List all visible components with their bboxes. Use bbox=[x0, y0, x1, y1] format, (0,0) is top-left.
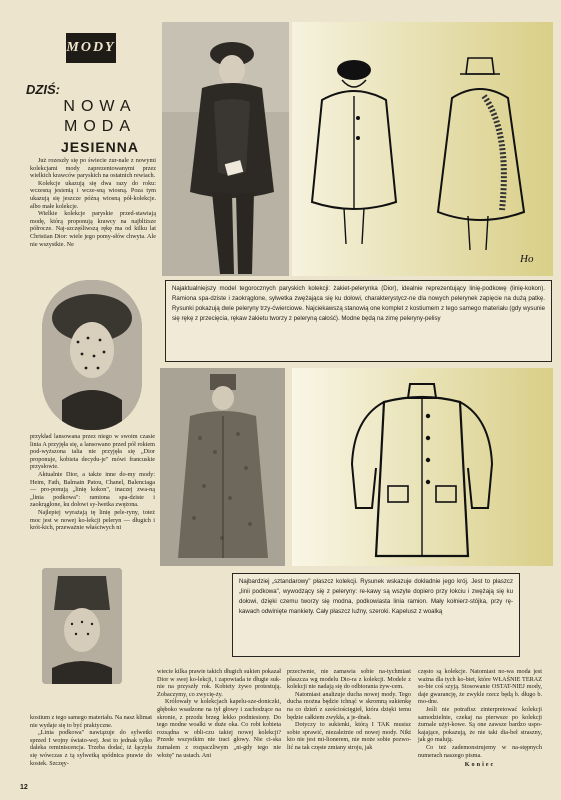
photo-flowerpot-hat bbox=[42, 568, 122, 684]
bottom-column-3 bbox=[418, 668, 542, 769]
logo-text: MODY bbox=[66, 40, 116, 55]
bottom-paragraph: Jeśli nie potrafisz zinterpretować kolekcji samodzielnie, czekaj na pierwsze po kolekcji żurnale użyt-kowe. Są one zawsze bardzo uspo-kajające, pokazują, że nie taki dia-beł straszny, jak go malują. bbox=[418, 705, 542, 744]
title-line-3: JESIENNA bbox=[60, 139, 140, 155]
caption-coat: Najbardziej „sztandarowy" płaszcz kolekcji. Rysunek wskazuje dokładnie jego krój. Jest to płaszcz „linii podkowa", wywodzący się z peleryny: re-kawy są wszyte dopiero przy łokciu i zwężają się ku dołowi, dzięki czemu tworzy się modna, podkowiasta linia ramion. Mały kołnierz-stójka, przy rę-kawach odwinięte mankiety. Cały płaszcz luźny, szeroki. Kapelusz z woalką bbox=[232, 573, 520, 657]
photo-veil-portrait bbox=[42, 280, 142, 430]
intro-paragraph: Wielkie kolekcje paryskie przed-stawiają modę, którą proponują krawcy na najbliższe półrocze. Naj-szczęśliwszą rękę ma od kilku lat Christian Dior: wiele jego pomy-słów chwyta. Ale nie wszystkie. Ne bbox=[30, 210, 156, 248]
bottom-left-column bbox=[30, 714, 152, 767]
bottom-paragraph: wiecie kilka prawie takich długich sukien pokazał Dior w swej ko-lekcji, i zapowiada te długie suk-nie na przyszły rok. Kobiety żywo protestują. Zobaczymy, co zwycię-ży. bbox=[157, 668, 281, 698]
bottom-column-2 bbox=[287, 668, 411, 752]
bottom-left-paragraph: „Linia podkowa" nawiązuje do sylwetki sprzed I wojny świato-wej. Jest to jednak tylko daleka reminiscencja. Trzeba dodać, iż łączyła się wówczas z tą sylwetką spódnica prawie do kostek. Szczęy- bbox=[30, 729, 152, 767]
article-title bbox=[44, 97, 156, 157]
cape-model-illustration bbox=[162, 22, 289, 276]
middle-paragraph: przykład lansowana przez niego w swoim czasie linia A przyjęła się, a lansowano przed pół rokiem pod-wyższona talia nie przyjęła się „Dior proponuje, kobieta decydu-je" mówi francuskie przysłowie. bbox=[30, 433, 155, 471]
title-line-1: NOWA bbox=[63, 98, 137, 115]
photo-cape-model bbox=[162, 22, 289, 276]
bottom-paragraph: Natomiast analizuje ducha nowej mody. Tego ducha można będzie tchnąć w skromną sukienkę na co dzień z sześciościęgieł, która dzięki temu będzie całkiem zwykła, a je-dnak. bbox=[287, 690, 411, 721]
cape-sketch-drawings bbox=[292, 22, 553, 276]
coat-sketch bbox=[292, 368, 553, 566]
coat-sketch-drawing bbox=[292, 368, 553, 566]
bottom-column-1 bbox=[157, 668, 281, 759]
bottom-paragraph: Dotyczy to sukienki, którą I TAK musisz sobie sprawić, niezależnie od nowej mody. Nikt kto nie jest mi-lionerem, nie może sobie pozwo-lić na tak częste zmiany stroju, jak bbox=[287, 721, 411, 751]
middle-paragraph: Najlepiej wyrażają tę linię pele-ryny, toteż moc jest w nowej ko-lekcji peleryn — długich i krót-kich, przeważnie właściwych ni bbox=[30, 508, 155, 532]
photo-tweed-coat-model bbox=[160, 368, 285, 566]
title-line-2: MODA bbox=[64, 118, 136, 135]
bottom-paragraph: przeciwnie, nie zamawia sobie na-tychmiast płaszcza wg modelu Dio-ra z kolekcji. Modele z kolekcji nie nadają się do odbiorania żyw-cem. bbox=[287, 668, 411, 691]
flowerpot-hat-illustration bbox=[42, 568, 122, 684]
bottom-paragraph: Królowały w kolekcjach kapelu-sze-doniczki, głęboko wsadzone na tył głowy i zachodzące na skronie, z przodu brzeg lekko podniesiony. Do tego modne woalki w duże oka. Co robi kobieta rozsądna w obli-czu takiej nowej kolekcji? Przede wszystkim nie traci głowy. Nie ci-ska żurnalem z rozpaczliwym „ni-gdy tego nie włożę" na ustach. Ani bbox=[157, 698, 281, 759]
intro-paragraph: Już rozeszły się po świecie zur-nale z nowymi kolekcjami mody zaprezentowanymi przez wielkich krawców paryskich na ostatnich rewiach. bbox=[30, 157, 156, 180]
bottom-paragraph: Co też zademonstrujemy w na-stępnych numerach naszego pisma. bbox=[418, 743, 542, 759]
bottom-paragraph: często są kolekcje. Natomiast no-wa moda jest ważna dla tych ko-biet, które WŁAŚNIE TERAZ so-bie coś szyją. Stosowanie OSTAT-NIEJ mody, daje gwarancję, że zwykle rzecz będą b. długo b. mo-dne. bbox=[418, 668, 542, 706]
tweed-coat-illustration bbox=[160, 368, 285, 566]
cape-sketches bbox=[292, 22, 553, 276]
article-ending: Koniec bbox=[464, 761, 496, 769]
section-logo bbox=[66, 33, 116, 63]
dzis-label: DZIŚ: bbox=[26, 82, 60, 97]
caption-cape: Najaktualniejszy model tegorocznych paryskich kolekcji: żakiet-pelerynka (Dior), idealnie reprezentujący linię-podkowę (linię-kokon). Ramiona spa-dziste i zaokrąglone, sylwetka zwężająca się ku dołowi, charakterystycz-ne dla nowych pelerynek zapięcie na dużą patkę. Rysunki pokazują dwie peleryny trzy-ćwierciowe. Najciekawszą stanowią one komplet z kostiumem z tego samego materiału (gdy wysunie się rękę z przecięcia, rękaw żakietu tworzy z peleryną całość). Modne będą na zimę peleryny-pelisy bbox=[165, 280, 552, 362]
bottom-left-paragraph: kostium z tego samego materiału. Na nasz klimat nie wydaje się to być praktyczne. bbox=[30, 714, 152, 729]
page-number: 12 bbox=[20, 784, 28, 791]
intro-column bbox=[30, 157, 156, 248]
illustrator-signature: Ho bbox=[520, 253, 534, 265]
intro-paragraph: Kolekcje ukazują się dwa razy do roku: wczesną jesienią i wcze-sną wiosną. Poza tym ukazują się jeszcze późną wiosną pół-kolekcje. albo małe kolekcje. bbox=[30, 179, 156, 210]
veil-portrait-illustration bbox=[42, 280, 142, 430]
middle-left-column bbox=[30, 433, 155, 532]
middle-paragraph: Aktualnie Dior, a także inne do-my mody: Heim, Fath, Balmain Patou, Chanel, Balenciaga — pro-ponują „linię kokon", inaczej zwa-ną „linia podkowa": ramiona spa-dziste i zaokrąglone, ku dołowi sy-lwetka zwężona. bbox=[30, 470, 155, 509]
